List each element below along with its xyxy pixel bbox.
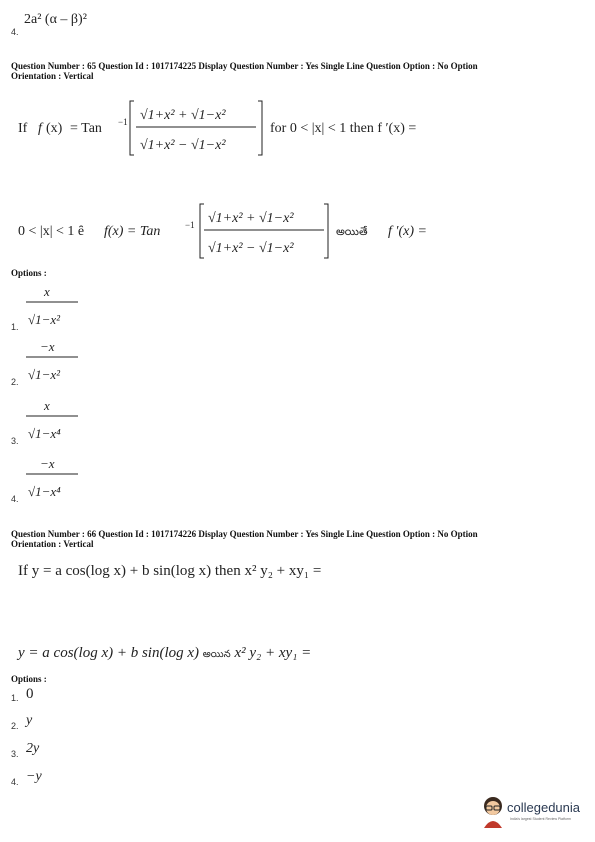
telugu-condition: 0 < |x| < 1 ȇ <box>18 224 85 239</box>
question-meta-line2: Orientation : Vertical <box>11 71 94 81</box>
option-value[interactable]: 0 <box>26 686 34 702</box>
option-denominator: √1−x⁴ <box>28 484 61 499</box>
func-f: f <box>38 121 42 136</box>
option-number: 4. <box>11 777 19 787</box>
question-meta <box>11 529 478 549</box>
fraction-numerator: √1+x² + √1−x² <box>140 108 226 123</box>
left-bracket <box>130 101 134 155</box>
option-value[interactable]: −y <box>26 769 42 784</box>
option-number: 1. <box>11 322 19 332</box>
question-65-telugu <box>18 198 458 264</box>
telugu-inverse-sup: −1 <box>185 220 195 230</box>
question-meta-line2: Orientation : Vertical <box>11 539 94 549</box>
telugu-expression: x² y₂ + xy₁ = <box>234 645 312 661</box>
option-numerator: x <box>44 398 50 413</box>
mascot-icon <box>480 794 506 828</box>
option-3-fraction[interactable] <box>22 396 92 448</box>
question-65-english <box>18 95 458 161</box>
options-label: Options : <box>11 674 47 684</box>
option-numerator: −x <box>40 456 55 471</box>
option-number: 4. <box>11 494 19 504</box>
telugu-func: f(x) = Tan <box>104 224 161 239</box>
options-label: Options : <box>11 268 47 278</box>
option-number: 2. <box>11 377 19 387</box>
telugu-then: అయిన <box>202 649 231 660</box>
right-bracket <box>258 101 262 155</box>
option-number: 1. <box>11 693 19 703</box>
tan-text: = Tan <box>70 121 102 136</box>
option-number: 4. <box>11 27 19 37</box>
telugu-right-bracket <box>324 204 328 258</box>
option-denominator: √1−x² <box>28 367 61 382</box>
telugu-numerator: √1+x² + √1−x² <box>208 211 294 226</box>
inverse-sup: −1 <box>118 117 128 127</box>
telugu-then: అయితే <box>336 226 368 238</box>
option-numerator: x <box>44 284 50 299</box>
option-1-fraction[interactable] <box>22 282 92 334</box>
option-denominator: √1−x⁴ <box>28 426 61 441</box>
option-expression: 2a² (α – β)² <box>24 12 87 27</box>
condition-text: for 0 < |x| < 1 then f ′(x) = <box>270 121 417 136</box>
question-66-english: If y = a cos(log x) + b sin(log x) then x² y₂ + xy₁ = <box>18 563 322 579</box>
question-66-telugu <box>18 645 311 662</box>
option-2-fraction[interactable] <box>22 337 92 389</box>
fraction-denominator: √1+x² − √1−x² <box>140 138 226 153</box>
logo-tagline: India's largest Student Review Platform <box>510 817 571 821</box>
option-4-fraction[interactable] <box>22 454 92 506</box>
option-number: 2. <box>11 721 19 731</box>
logo-name: collegedunia <box>507 800 581 815</box>
option-value[interactable]: 2y <box>26 741 40 756</box>
option-denominator: √1−x² <box>28 312 61 327</box>
option-number: 3. <box>11 436 19 446</box>
telugu-derivative: f ′(x) = <box>388 224 427 239</box>
question-meta-line1: Question Number : 66 Question Id : 1017174226 Display Question Number : Yes Single Line Question Option : No Option <box>11 529 478 539</box>
func-arg: (x) <box>46 121 63 136</box>
telugu-equation: y = a cos(log x) + b sin(log x) <box>18 645 200 661</box>
if-word: If <box>18 121 28 136</box>
telugu-left-bracket <box>200 204 204 258</box>
question-meta-line1: Question Number : 65 Question Id : 1017174225 Display Question Number : Yes Single Line Question Option : No Option <box>11 61 478 71</box>
option-value[interactable]: y <box>26 713 33 728</box>
telugu-denominator: √1+x² − √1−x² <box>208 241 294 256</box>
question-meta <box>11 61 478 81</box>
option-number: 3. <box>11 749 19 759</box>
collegedunia-logo <box>480 792 590 832</box>
option-numerator: −x <box>40 339 55 354</box>
